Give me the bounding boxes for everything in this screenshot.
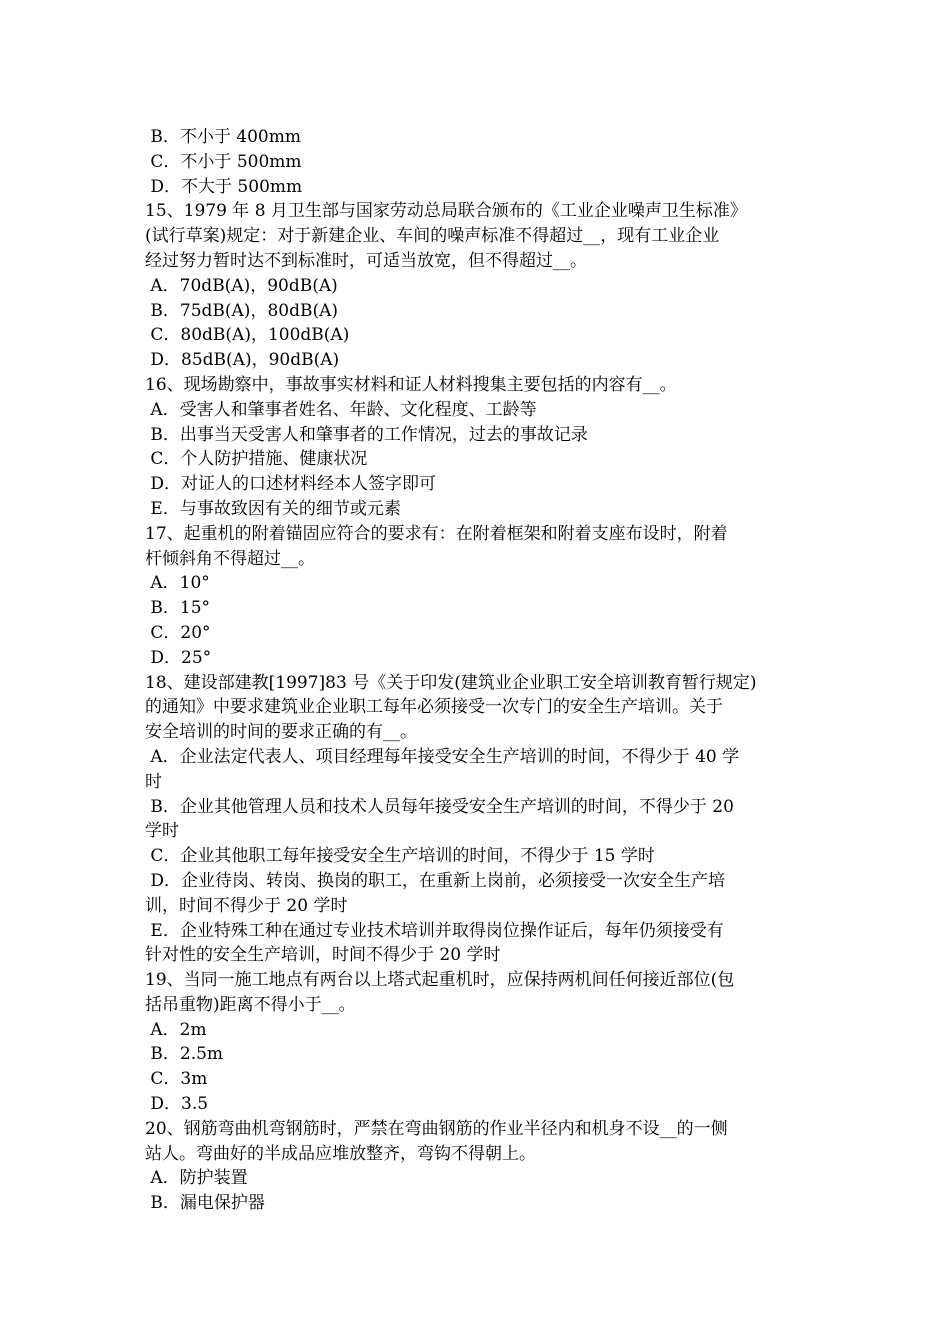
question-text: 站人。弯曲好的半成品应堆放整齐，弯钩不得朝上。 [145,1143,536,1164]
question-text: 20、钢筋弯曲机弯钢筋时，严禁在弯曲钢筋的作业半径内和机身不设__的一侧 [145,1118,728,1139]
option-text: D．25° [145,647,212,668]
text-line: D．不大于 500mm [145,176,303,197]
option-text: B．漏电保护器 [145,1193,265,1214]
option-text: B．企业其他管理人员和技术人员每年接受安全生产培训的时间，不得少于 20 [145,796,734,817]
question-text: (试行草案)规定：对于新建企业、车间的噪声标准不得超过__，现有工业企业 [145,226,720,247]
option-text: A．70dB(A)，90dB(A) [145,275,338,296]
option-text: 学时 [145,821,179,842]
option-text: A．防护装置 [145,1168,248,1189]
option-text: 时 [145,771,162,792]
option-text: A．受害人和肇事者姓名、年龄、文化程度、工龄等 [145,399,537,420]
question-text: 17、起重机的附着锚固应符合的要求有：在附着框架和附着支座布设时，附着 [145,523,728,544]
text-line: B．不小于 400mm [145,127,301,147]
text-line: C．不小于 500mm [145,151,302,172]
question-text: 19、当同一施工地点有两台以上塔式起重机时，应保持两机间任何接近部位(包 [145,970,735,991]
option-text: C．20° [145,622,211,643]
question-text: 经过努力暂时达不到标准时，可适当放宽，但不得超过__。 [145,250,587,271]
option-text: A．10° [145,573,210,594]
option-text: B．75dB(A)，80dB(A) [145,300,338,321]
option-text: C．个人防护措施、健康状况 [145,449,368,470]
option-text: D．85dB(A)，90dB(A) [145,350,340,371]
option-text: 训，时间不得少于 20 学时 [145,895,348,916]
question-text: 括吊重物)距离不得小于__。 [145,994,356,1015]
option-text: B．出事当天受害人和肇事者的工作情况，过去的事故记录 [145,424,588,445]
question-text: 安全培训的时间的要求正确的有__。 [145,722,417,743]
option-text: E．企业特殊工种在通过专业技术培训并取得岗位操作证后，每年仍须接受有 [145,920,724,941]
document-page [145,125,811,1216]
question-text: 的通知》中要求建筑业企业职工每年必须接受一次专门的安全生产培训。关于 [145,697,723,718]
option-text: D．对证人的口述材料经本人签字即可 [145,474,437,495]
option-text: B．2.5m [145,1044,224,1065]
option-text: B．15° [145,598,211,619]
option-text: C．3m [145,1069,208,1090]
option-text: E．与事故致因有关的细节或元素 [145,498,401,519]
option-text: C．80dB(A)，100dB(A) [145,325,350,346]
question-text: 16、现场勘察中，事故事实材料和证人材料搜集主要包括的内容有__。 [145,374,677,395]
option-text: D．企业待岗、转岗、换岗的职工，在重新上岗前，必须接受一次安全生产培 [145,870,726,891]
option-text: D．3.5 [145,1094,209,1115]
option-text: A．2m [145,1019,207,1040]
question-text: 18、建设部建教[1997]83 号《关于印发(建筑业企业职工安全培训教育暂行规定) [145,672,757,693]
option-text: A．企业法定代表人、项目经理每年接受安全生产培训的时间，不得少于 40 学 [145,746,740,767]
question-text: 15、1979 年 8 月卫生部与国家劳动总局联合颁布的《工业企业噪声卫生标准》 [145,201,747,222]
option-text: C．企业其他职工每年接受安全生产培训的时间，不得少于 15 学时 [145,846,655,867]
question-text: 杆倾斜角不得超过__。 [145,548,315,569]
option-text: 针对性的安全生产培训，时间不得少于 20 学时 [145,945,501,966]
